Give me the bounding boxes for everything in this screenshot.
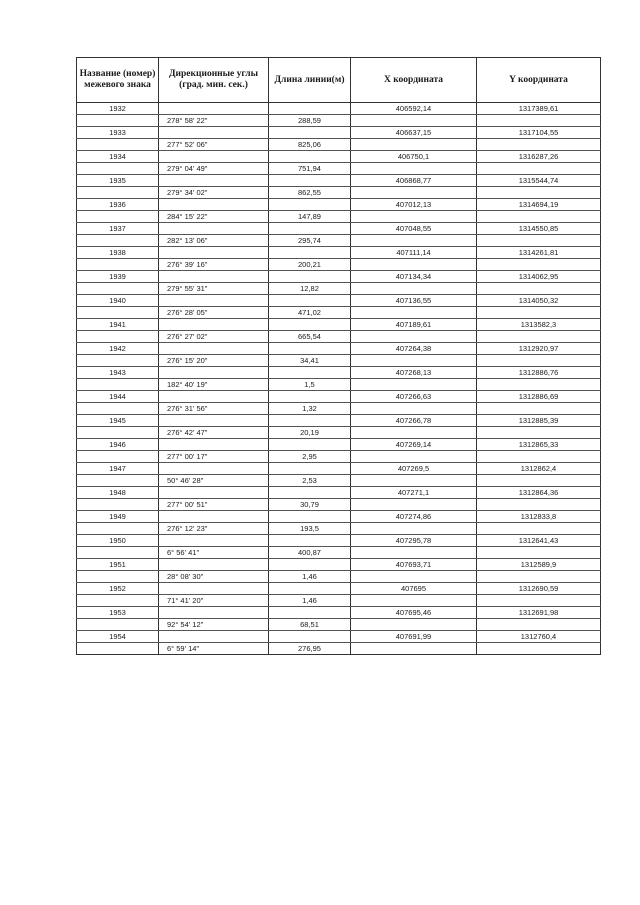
empty-cell (351, 211, 477, 223)
segment-angle: 277° 00' 17" (159, 451, 269, 463)
segment-length: 200,21 (269, 259, 351, 271)
segment-length: 1,5 (269, 379, 351, 391)
empty-cell (77, 379, 159, 391)
segment-angle: 276° 12' 23" (159, 523, 269, 535)
point-y: 1312865,33 (477, 439, 601, 451)
segment-length: 1,46 (269, 595, 351, 607)
point-name: 1948 (77, 487, 159, 499)
empty-cell (77, 355, 159, 367)
empty-cell (351, 259, 477, 271)
empty-cell (159, 199, 269, 211)
table-row (77, 235, 601, 247)
header-name: Название (номер) межевого знака (77, 58, 159, 103)
table-row (77, 535, 601, 547)
point-name: 1947 (77, 463, 159, 475)
empty-cell (269, 607, 351, 619)
empty-cell (351, 235, 477, 247)
point-y: 1317389,61 (477, 103, 601, 115)
segment-angle: 278° 58' 22" (159, 115, 269, 127)
point-x: 407695 (351, 583, 477, 595)
empty-cell (269, 583, 351, 595)
segment-angle: 276° 27' 02" (159, 331, 269, 343)
point-name: 1936 (77, 199, 159, 211)
point-x: 407274,86 (351, 511, 477, 523)
empty-cell (351, 403, 477, 415)
point-y: 1312886,76 (477, 367, 601, 379)
table-row (77, 283, 601, 295)
empty-cell (477, 115, 601, 127)
table-row (77, 499, 601, 511)
empty-cell (351, 475, 477, 487)
empty-cell (77, 451, 159, 463)
table-row (77, 139, 601, 151)
point-y: 1312864,36 (477, 487, 601, 499)
segment-angle: 6° 56' 41" (159, 547, 269, 559)
point-name: 1942 (77, 343, 159, 355)
table-row (77, 211, 601, 223)
header-length: Длина линии(м) (269, 58, 351, 103)
empty-cell (159, 535, 269, 547)
table-row (77, 439, 601, 451)
segment-length: 665,54 (269, 331, 351, 343)
point-x: 407048,55 (351, 223, 477, 235)
empty-cell (477, 211, 601, 223)
empty-cell (77, 259, 159, 271)
empty-cell (77, 499, 159, 511)
point-y: 1317104,55 (477, 127, 601, 139)
empty-cell (159, 439, 269, 451)
empty-cell (269, 535, 351, 547)
segment-length: 400,87 (269, 547, 351, 559)
empty-cell (159, 487, 269, 499)
empty-cell (269, 271, 351, 283)
segment-length: 147,89 (269, 211, 351, 223)
point-y: 1312691,98 (477, 607, 601, 619)
segment-length: 276,95 (269, 643, 351, 655)
empty-cell (159, 295, 269, 307)
point-y: 1312862,4 (477, 463, 601, 475)
header-angle: Дирекционные углы (град. мин. сек.) (159, 58, 269, 103)
empty-cell (351, 163, 477, 175)
empty-cell (77, 331, 159, 343)
table-row (77, 523, 601, 535)
empty-cell (477, 259, 601, 271)
segment-length: 471,02 (269, 307, 351, 319)
empty-cell (477, 619, 601, 631)
empty-cell (159, 127, 269, 139)
empty-cell (477, 283, 601, 295)
segment-angle: 276° 28' 05" (159, 307, 269, 319)
point-x: 406868,77 (351, 175, 477, 187)
point-x: 407693,71 (351, 559, 477, 571)
point-name: 1950 (77, 535, 159, 547)
empty-cell (159, 151, 269, 163)
empty-cell (477, 307, 601, 319)
empty-cell (77, 547, 159, 559)
table-row (77, 463, 601, 475)
table-row (77, 259, 601, 271)
segment-angle: 279° 55' 31" (159, 283, 269, 295)
empty-cell (351, 523, 477, 535)
empty-cell (269, 199, 351, 211)
table-row (77, 511, 601, 523)
table-row (77, 451, 601, 463)
empty-cell (477, 523, 601, 535)
point-x: 407111,14 (351, 247, 477, 259)
table-row (77, 619, 601, 631)
point-y: 1314062,95 (477, 271, 601, 283)
table-row (77, 643, 601, 655)
empty-cell (159, 343, 269, 355)
point-y: 1314050,32 (477, 295, 601, 307)
segment-angle: 284° 15' 22" (159, 211, 269, 223)
segment-length: 825,06 (269, 139, 351, 151)
segment-length: 20,19 (269, 427, 351, 439)
point-y: 1315544,74 (477, 175, 601, 187)
point-x: 407269,14 (351, 439, 477, 451)
empty-cell (351, 643, 477, 655)
empty-cell (77, 235, 159, 247)
table-row (77, 295, 601, 307)
empty-cell (77, 571, 159, 583)
table-row (77, 163, 601, 175)
table-row (77, 199, 601, 211)
segment-length: 288,59 (269, 115, 351, 127)
table-row (77, 127, 601, 139)
point-x: 407691,99 (351, 631, 477, 643)
empty-cell (269, 511, 351, 523)
segment-angle: 276° 15' 20" (159, 355, 269, 367)
segment-length: 34,41 (269, 355, 351, 367)
empty-cell (477, 403, 601, 415)
table-body (77, 103, 601, 655)
empty-cell (77, 403, 159, 415)
empty-cell (269, 223, 351, 235)
empty-cell (159, 223, 269, 235)
segment-angle: 277° 52' 06" (159, 139, 269, 151)
empty-cell (477, 643, 601, 655)
empty-cell (77, 595, 159, 607)
empty-cell (77, 427, 159, 439)
empty-cell (159, 391, 269, 403)
empty-cell (159, 631, 269, 643)
empty-cell (477, 379, 601, 391)
table-row (77, 187, 601, 199)
table-row (77, 355, 601, 367)
table-row (77, 487, 601, 499)
empty-cell (269, 487, 351, 499)
segment-angle: 276° 31' 56" (159, 403, 269, 415)
point-x: 407264,38 (351, 343, 477, 355)
empty-cell (269, 463, 351, 475)
empty-cell (159, 415, 269, 427)
segment-angle: 50° 46' 28" (159, 475, 269, 487)
table-row (77, 427, 601, 439)
table-row (77, 271, 601, 283)
point-y: 1316287,26 (477, 151, 601, 163)
empty-cell (351, 115, 477, 127)
empty-cell (477, 475, 601, 487)
point-name: 1939 (77, 271, 159, 283)
table-row (77, 391, 601, 403)
header-x: X координата (351, 58, 477, 103)
point-x: 407136,55 (351, 295, 477, 307)
empty-cell (269, 319, 351, 331)
point-x: 407012,13 (351, 199, 477, 211)
point-y: 1312833,8 (477, 511, 601, 523)
empty-cell (351, 451, 477, 463)
segment-angle: 71° 41' 20" (159, 595, 269, 607)
point-y: 1314694,19 (477, 199, 601, 211)
table-row (77, 631, 601, 643)
point-y: 1312885,39 (477, 415, 601, 427)
table-row (77, 403, 601, 415)
empty-cell (351, 331, 477, 343)
table-header-row (77, 58, 601, 103)
point-x: 407268,13 (351, 367, 477, 379)
empty-cell (477, 163, 601, 175)
segment-length: 1,32 (269, 403, 351, 415)
point-y: 1312589,9 (477, 559, 601, 571)
table-row (77, 103, 601, 115)
empty-cell (477, 499, 601, 511)
segment-angle: 6° 59' 14" (159, 643, 269, 655)
table-row (77, 331, 601, 343)
point-name: 1934 (77, 151, 159, 163)
table-row (77, 367, 601, 379)
table-row (77, 307, 601, 319)
empty-cell (351, 427, 477, 439)
empty-cell (159, 175, 269, 187)
segment-length: 30,79 (269, 499, 351, 511)
segment-angle: 92° 54' 12" (159, 619, 269, 631)
empty-cell (269, 343, 351, 355)
point-y: 1312920,97 (477, 343, 601, 355)
empty-cell (159, 367, 269, 379)
point-y: 1312690,59 (477, 583, 601, 595)
table-row (77, 475, 601, 487)
empty-cell (477, 355, 601, 367)
point-name: 1951 (77, 559, 159, 571)
empty-cell (477, 139, 601, 151)
point-name: 1945 (77, 415, 159, 427)
point-name: 1933 (77, 127, 159, 139)
segment-length: 68,51 (269, 619, 351, 631)
empty-cell (351, 139, 477, 151)
segment-angle: 282° 13' 06" (159, 235, 269, 247)
segment-length: 2,95 (269, 451, 351, 463)
segment-angle: 276° 39' 16" (159, 259, 269, 271)
point-x: 407695,46 (351, 607, 477, 619)
empty-cell (159, 463, 269, 475)
table-row (77, 607, 601, 619)
empty-cell (159, 559, 269, 571)
point-name: 1953 (77, 607, 159, 619)
empty-cell (269, 295, 351, 307)
empty-cell (77, 475, 159, 487)
point-x: 407269,5 (351, 463, 477, 475)
empty-cell (77, 643, 159, 655)
segment-angle: 28° 08' 30" (159, 571, 269, 583)
segment-length: 2,53 (269, 475, 351, 487)
boundary-coordinates-table (76, 57, 601, 655)
empty-cell (159, 511, 269, 523)
segment-angle: 277° 00' 51" (159, 499, 269, 511)
segment-length: 12,82 (269, 283, 351, 295)
segment-length: 751,94 (269, 163, 351, 175)
empty-cell (269, 103, 351, 115)
empty-cell (351, 595, 477, 607)
empty-cell (77, 523, 159, 535)
table-row (77, 343, 601, 355)
point-y: 1312641,43 (477, 535, 601, 547)
point-name: 1949 (77, 511, 159, 523)
empty-cell (159, 247, 269, 259)
empty-cell (351, 499, 477, 511)
empty-cell (269, 247, 351, 259)
point-x: 407189,61 (351, 319, 477, 331)
empty-cell (77, 163, 159, 175)
point-x: 407295,78 (351, 535, 477, 547)
table-row (77, 415, 601, 427)
empty-cell (477, 427, 601, 439)
point-name: 1952 (77, 583, 159, 595)
point-name: 1940 (77, 295, 159, 307)
empty-cell (477, 451, 601, 463)
empty-cell (77, 187, 159, 199)
table-row (77, 379, 601, 391)
empty-cell (159, 319, 269, 331)
point-name: 1944 (77, 391, 159, 403)
point-x: 407271,1 (351, 487, 477, 499)
empty-cell (477, 235, 601, 247)
point-x: 406750,1 (351, 151, 477, 163)
point-y: 1314550,85 (477, 223, 601, 235)
point-name: 1937 (77, 223, 159, 235)
point-name: 1954 (77, 631, 159, 643)
empty-cell (269, 415, 351, 427)
table-row (77, 571, 601, 583)
point-y: 1314261,81 (477, 247, 601, 259)
empty-cell (269, 367, 351, 379)
segment-angle: 279° 34' 02" (159, 187, 269, 199)
table-row (77, 319, 601, 331)
point-y: 1312886,69 (477, 391, 601, 403)
empty-cell (269, 175, 351, 187)
table-row (77, 559, 601, 571)
segment-length: 295,74 (269, 235, 351, 247)
point-y: 1312760,4 (477, 631, 601, 643)
empty-cell (477, 571, 601, 583)
empty-cell (351, 547, 477, 559)
point-name: 1938 (77, 247, 159, 259)
segment-length: 862,55 (269, 187, 351, 199)
header-y: Y координата (477, 58, 601, 103)
point-name: 1943 (77, 367, 159, 379)
empty-cell (77, 139, 159, 151)
empty-cell (351, 307, 477, 319)
empty-cell (269, 391, 351, 403)
empty-cell (159, 271, 269, 283)
table-row (77, 547, 601, 559)
point-x: 407266,63 (351, 391, 477, 403)
empty-cell (159, 103, 269, 115)
empty-cell (269, 559, 351, 571)
segment-angle: 279° 04' 49" (159, 163, 269, 175)
table-row (77, 223, 601, 235)
empty-cell (477, 547, 601, 559)
point-x: 406592,14 (351, 103, 477, 115)
empty-cell (269, 439, 351, 451)
segment-angle: 182° 40' 19" (159, 379, 269, 391)
empty-cell (351, 283, 477, 295)
point-x: 406637,15 (351, 127, 477, 139)
empty-cell (77, 283, 159, 295)
table-row (77, 247, 601, 259)
empty-cell (351, 619, 477, 631)
point-y: 1313582,3 (477, 319, 601, 331)
segment-length: 193,5 (269, 523, 351, 535)
table-row (77, 583, 601, 595)
segment-angle: 276° 42' 47" (159, 427, 269, 439)
empty-cell (77, 211, 159, 223)
point-name: 1932 (77, 103, 159, 115)
empty-cell (269, 127, 351, 139)
table-row (77, 115, 601, 127)
empty-cell (269, 151, 351, 163)
table-row (77, 175, 601, 187)
empty-cell (77, 619, 159, 631)
empty-cell (477, 331, 601, 343)
empty-cell (351, 571, 477, 583)
empty-cell (159, 583, 269, 595)
empty-cell (269, 631, 351, 643)
empty-cell (477, 187, 601, 199)
empty-cell (351, 187, 477, 199)
empty-cell (77, 115, 159, 127)
table-row (77, 595, 601, 607)
point-name: 1941 (77, 319, 159, 331)
point-name: 1946 (77, 439, 159, 451)
point-name: 1935 (77, 175, 159, 187)
point-x: 407266,78 (351, 415, 477, 427)
empty-cell (159, 607, 269, 619)
table-row (77, 151, 601, 163)
empty-cell (477, 595, 601, 607)
empty-cell (351, 355, 477, 367)
empty-cell (351, 379, 477, 391)
segment-length: 1,46 (269, 571, 351, 583)
empty-cell (77, 307, 159, 319)
point-x: 407134,34 (351, 271, 477, 283)
